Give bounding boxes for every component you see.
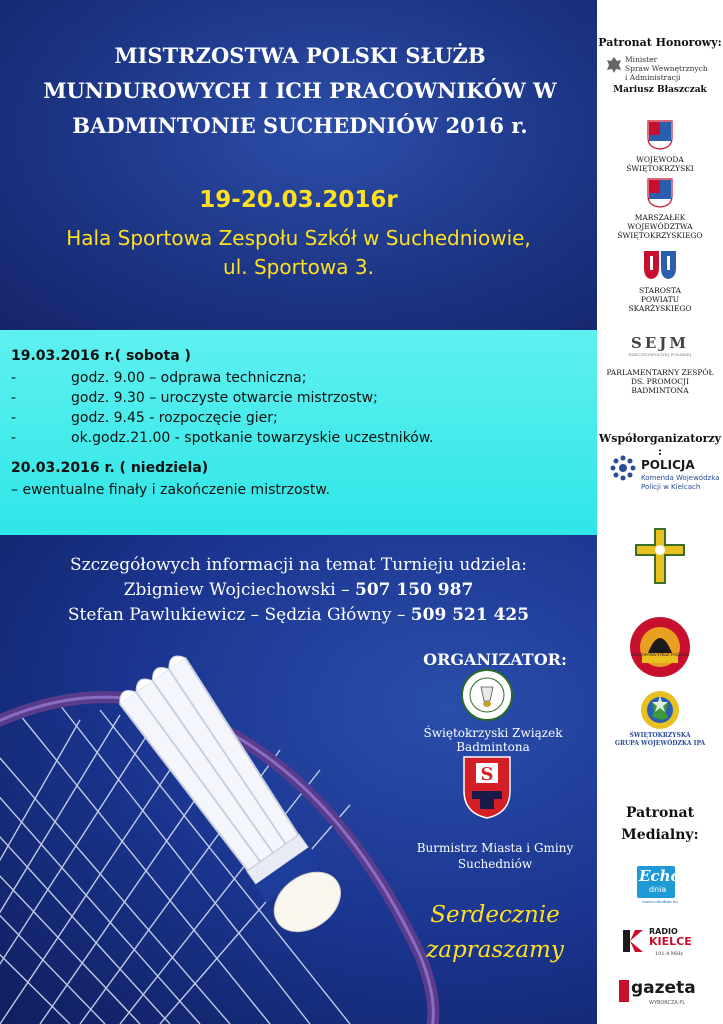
echo-logo-sub: dnia [649, 885, 667, 894]
marszalek-label [597, 213, 723, 240]
organizer-2-line-2: Suchedniów [457, 857, 533, 871]
schedule-item-text: godz. 9.30 – uroczyste otwarcie mistrzostw; [71, 390, 378, 406]
police-name: POLICJA [641, 458, 695, 472]
title-line-3: BADMINTONIE SUCHEDNIÓW 2016 r. [72, 113, 528, 138]
poster-title [10, 38, 590, 143]
gazeta-logo-text: gazeta [631, 978, 696, 998]
border-guard-cross-icon [635, 528, 685, 584]
starosta-label [597, 286, 723, 313]
police-line-1: Komenda Wojewódzka [641, 474, 720, 482]
day1-title: 19.03.2016 r.( sobota ) [11, 348, 191, 364]
title-line-2: MUNDUROWYCH I ICH PRACOWNIKÓW W [43, 78, 557, 103]
marszalek-line-3: ŚWIĘTOKRZYSKIEGO [617, 231, 703, 240]
bullet-dash: - [11, 370, 17, 386]
radio-line-1: RADIO [649, 927, 678, 936]
radio-kielce-label [649, 927, 719, 947]
sejm-line-3: BADMINTONA [631, 386, 689, 395]
bullet-dash: - [11, 390, 17, 406]
county-crest-icon [643, 250, 677, 280]
ministry-line-3: i Administracji [625, 73, 681, 82]
gazeta-logo-sub: WYBORCZA.PL [649, 1000, 686, 1006]
organizer-1-name: Świętokrzyski Związek Badmintona [423, 726, 563, 754]
radio-frequency: 101,4 MHz [655, 951, 684, 957]
ipa-globe-icon [640, 690, 680, 730]
radio-line-2: KIELCE [649, 935, 692, 948]
schedule-panel [0, 330, 597, 535]
event-venue [0, 224, 597, 282]
marszalek-line-1: MARSZAŁEK [634, 213, 686, 222]
organizer-heading: ORGANIZATOR: [423, 650, 567, 669]
wojewoda-label [597, 155, 723, 173]
wojewoda-line-2: ŚWIĘTOKRZYSKI [626, 164, 694, 173]
ministry-name [625, 55, 721, 82]
ipa-line-2: GRUPA WOJEWÓDZKA IPA [614, 740, 706, 747]
wojewoda-line-1: WOJEWODA [636, 155, 684, 164]
title-line-1: MISTRZOSTWA POLSKI SŁUŻB [114, 43, 486, 68]
echo-dnia-logo [637, 866, 681, 898]
organizer-2-name [400, 840, 590, 872]
fire-service-text: PAŃSTWOWA STRAŻ POŻARNA [631, 653, 689, 657]
event-dates: 19-20.03.2016r [199, 187, 398, 213]
invitation-line-2: zapraszamy [426, 937, 564, 963]
media-patronage-heading [597, 802, 723, 846]
police-unit [641, 474, 721, 492]
contact-phone-2: 509 521 425 [410, 605, 530, 625]
bottom-panel [0, 535, 597, 1024]
media-heading-line-1: Patronat [625, 805, 695, 821]
contact-heading: Szczegółowych informacji na temat Turnieju udziela: [70, 555, 527, 575]
contact-person-2 [0, 605, 597, 625]
sponsor-sidebar [597, 0, 723, 1024]
ipa-line-1: ŚWIĘTOKRZYSKA [629, 732, 691, 739]
sejm-line-2: DS. PROMOCJI [630, 377, 690, 386]
police-line-2: Policji w Kielcach [641, 483, 701, 491]
schedule-item-text: godz. 9.45 - rozpoczęcie gier; [71, 410, 278, 426]
voivodeship-crest-icon [647, 120, 673, 150]
starosta-line-2: POWIATU [640, 295, 680, 304]
sejm-sub: RZECZPOSPOLITEJ POLSKIEJ [628, 352, 692, 357]
marshal-crest-icon [647, 178, 673, 208]
crest-letter: S [480, 764, 494, 785]
radio-kielce-icon [621, 928, 647, 954]
invitation [400, 898, 590, 968]
ipa-label [597, 732, 723, 748]
media-heading-line-2: Medialny: [621, 827, 699, 843]
police-star-icon [609, 454, 637, 482]
bullet-dash: - [11, 430, 17, 446]
day2-text: – ewentualne finały i zakończenie mistrzostw. [11, 482, 330, 498]
bullet-dash: - [11, 410, 17, 426]
marszalek-line-2: WOJEWÓDZTWA [627, 222, 693, 231]
schedule-item-text: ok.godz.21.00 - spotkanie towarzyskie uczestników. [71, 430, 434, 446]
gazeta-logo [619, 978, 701, 1008]
badminton-union-logo [461, 669, 513, 721]
echo-logo-text: Echo [639, 867, 681, 885]
contact-person-1 [0, 580, 597, 600]
coorganizers-heading: Współorganizatorzy : [598, 432, 722, 458]
ministry-line-2: Spraw Wewnętrznych [625, 64, 708, 73]
venue-line-2: ul. Sportowa 3. [223, 255, 374, 279]
starosta-line-1: STAROSTA [638, 286, 682, 295]
honorary-patronage-heading: Patronat Honorowy: [598, 36, 722, 49]
contact-name-2: Stefan Pawlukiewicz – Sędzia Główny – [67, 605, 411, 625]
sejm-team-label [597, 368, 723, 395]
sejm-logo: SEJM [631, 334, 689, 352]
sejm-line-1: PARLAMENTARNY ZESPÓŁ [606, 368, 714, 377]
header-panel [0, 0, 597, 330]
invitation-line-1: Serdecznie [430, 902, 560, 928]
venue-line-1: Hala Sportowa Zespołu Szkół w Suchedniowie, [66, 226, 531, 250]
echo-url: www.echodnia.eu [642, 899, 678, 904]
ministry-line-1: Minister [625, 55, 658, 64]
starosta-line-3: SKARŻYSKIEGO [628, 304, 692, 313]
contact-phone-1: 507 150 987 [355, 580, 474, 600]
contact-name-1: Zbigniew Wojciechowski – [123, 580, 355, 600]
minister-name: Mariusz Błaszczak [613, 85, 707, 95]
schedule-item-text: godz. 9.00 – odprawa techniczna; [71, 370, 307, 386]
fire-service-icon [628, 615, 692, 679]
organizer-2-line-1: Burmistrz Miasta i Gminy [416, 841, 574, 855]
polish-eagle-icon [605, 55, 623, 75]
day2-title: 20.03.2016 r. ( niedziela) [11, 460, 209, 476]
suchedniow-crest-icon [462, 755, 512, 819]
